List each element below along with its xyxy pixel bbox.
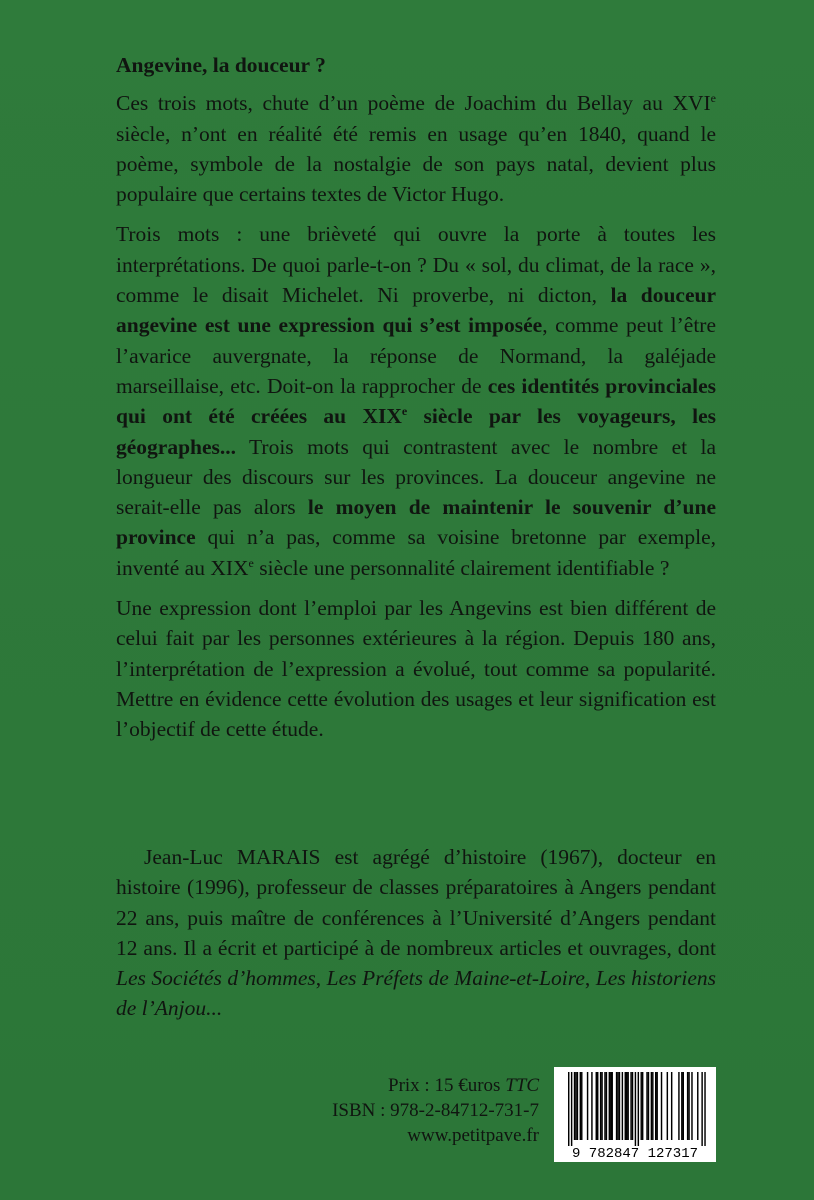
p2-bold-d: ces identités provinciales qui ont été créées au XIX	[116, 373, 716, 429]
barcode-bar	[601, 1072, 602, 1140]
p2-bold-g: le moyen de maintenir le souvenir d’une province	[116, 495, 716, 550]
barcode-bar	[704, 1072, 705, 1146]
p1-text-b: siècle, n’ont en réalité été remis en usage qu’en 1840, quand le poème, symbole de la nostalgie de son pays natal, devient plus populaire que certains textes de Victor Hugo.	[116, 121, 716, 207]
barcode-bar	[691, 1072, 692, 1140]
barcode-bar	[648, 1072, 649, 1140]
barcode-bar	[604, 1072, 605, 1140]
p1-sup: e	[710, 91, 716, 106]
barcode-bar	[610, 1072, 611, 1140]
bio-sep-1: ,	[315, 966, 327, 991]
price	[332, 1073, 539, 1098]
bio-title-2: Les Préfets de Maine-et-Loire	[326, 966, 585, 991]
barcode-bar	[635, 1072, 636, 1146]
p2-bold-b: la douceur angevine est une expression qui s’est imposée	[116, 283, 716, 338]
barcode-bar	[632, 1072, 633, 1140]
p2-text-i: siècle une personnalité clairement identifiable ?	[253, 555, 670, 580]
barcode-bar	[575, 1072, 576, 1140]
barcode-bar	[606, 1072, 607, 1140]
barcode-bar	[641, 1072, 642, 1140]
barcode-bar	[651, 1072, 652, 1140]
barcode-bar	[656, 1072, 657, 1140]
barcode-bar	[622, 1072, 623, 1140]
description-block	[116, 50, 716, 755]
barcode-bar	[612, 1072, 613, 1140]
barcode-bar	[616, 1072, 617, 1140]
bio-title-3: Les historiens de l’Anjou...	[116, 966, 716, 1021]
barcode-bar	[625, 1072, 626, 1140]
isbn: ISBN : 978-2-84712-731-7	[332, 1100, 539, 1121]
p2-text-h: qui n’a pas, comme sa voisine bretonne par exemple, inventé au XIX	[116, 525, 716, 580]
p1-text-a: Ces trois mots, chute d’un poème de Joachim du Bellay au XVI	[116, 91, 711, 116]
barcode-bar	[581, 1072, 582, 1140]
barcode-bar	[600, 1072, 601, 1140]
paragraph-3: Une expression dont l’emploi par les Angevins est bien différent de celui fait par les personnes extérieures à la région. Depuis 180 ans, l’interprétation de l’expression a évolué, tout comme sa popularité. Mettre en évidence cette évolution des usages et leur signification est l’objectif de cette étude.	[116, 596, 716, 742]
barcode	[554, 1067, 716, 1162]
barcode-graphic	[554, 1067, 716, 1162]
p2-text-c: , comme peut l’être l’avarice auvergnate, la réponse de Normand, la galéjade marseillaise, etc. Doit-on la rapprocher de	[116, 313, 717, 398]
barcode-bar	[683, 1072, 684, 1140]
barcode-bar	[671, 1072, 672, 1140]
price-label: Prix : 15 €uros	[388, 1075, 506, 1096]
barcode-bar	[577, 1072, 578, 1140]
barcode-bar	[609, 1072, 610, 1140]
barcode-bar	[687, 1072, 688, 1140]
barcode-bar	[627, 1072, 628, 1140]
barcode-bar	[652, 1072, 653, 1140]
barcode-bar	[688, 1072, 689, 1140]
p2-text-f: Trois mots qui contrastent avec le nombre et la longueur des discours sur les provinces. La douceur angevine ne serait-elle pas alors	[116, 434, 716, 520]
barcode-bar	[678, 1072, 679, 1140]
website: www.petitpave.fr	[407, 1125, 539, 1146]
barcode-bar	[646, 1072, 647, 1140]
barcode-bar	[630, 1072, 631, 1140]
bio-title-1: Les Sociétés d’hommes	[116, 966, 316, 991]
barcode-bar	[701, 1072, 702, 1146]
bio-sep-2: ,	[584, 966, 596, 991]
barcode-bar	[655, 1072, 656, 1140]
p2-sup-d: e	[401, 404, 408, 419]
p2-bold-e: siècle par les voyageurs, les géographes...	[116, 404, 716, 459]
barcode-bar	[568, 1072, 569, 1146]
p2-text-a: Trois mots : une brièveté qui ouvre la porte à toutes les interprétations. De quoi parle-t-on ? Du « sol, du climat, de la race », comme le disait Michelet. Ni proverbe, ni dicton,	[116, 222, 716, 308]
barcode-bar	[617, 1072, 618, 1140]
publication-info	[332, 1073, 539, 1148]
barcode-bar	[580, 1072, 581, 1140]
barcode-bar	[626, 1072, 627, 1140]
barcode-bar	[697, 1072, 698, 1140]
barcode-bar	[642, 1072, 643, 1140]
barcode-bar	[619, 1072, 620, 1140]
barcode-bar	[667, 1072, 668, 1140]
barcode-bar	[596, 1072, 597, 1140]
bio-text: Jean-Luc MARAIS est agrégé d’histoire (1967), docteur en histoire (1996), professeur de classes préparatoires à Angers pendant 22 ans, puis maître de conférences à l’Université d’Angers pendant 12 ans. Il a écrit et participé à de nombreux articles et ouvrages, dont	[116, 845, 716, 960]
author-bio	[116, 842, 716, 1024]
p2-sup-h: e	[248, 555, 254, 570]
barcode-bar	[571, 1072, 572, 1146]
price-suffix: TTC	[505, 1075, 539, 1096]
barcode-bar	[587, 1072, 588, 1140]
barcode-digits: 9 782847 127317	[571, 1146, 699, 1162]
paragraph-2	[116, 219, 716, 583]
barcode-bar	[638, 1072, 639, 1146]
paragraph-1	[116, 88, 716, 209]
barcode-bar	[574, 1072, 575, 1140]
barcode-bar	[681, 1072, 682, 1140]
barcode-bar	[591, 1072, 592, 1140]
barcode-bar	[597, 1072, 598, 1140]
section-heading: Angevine, la douceur ?	[116, 53, 326, 77]
barcode-bar	[661, 1072, 662, 1140]
